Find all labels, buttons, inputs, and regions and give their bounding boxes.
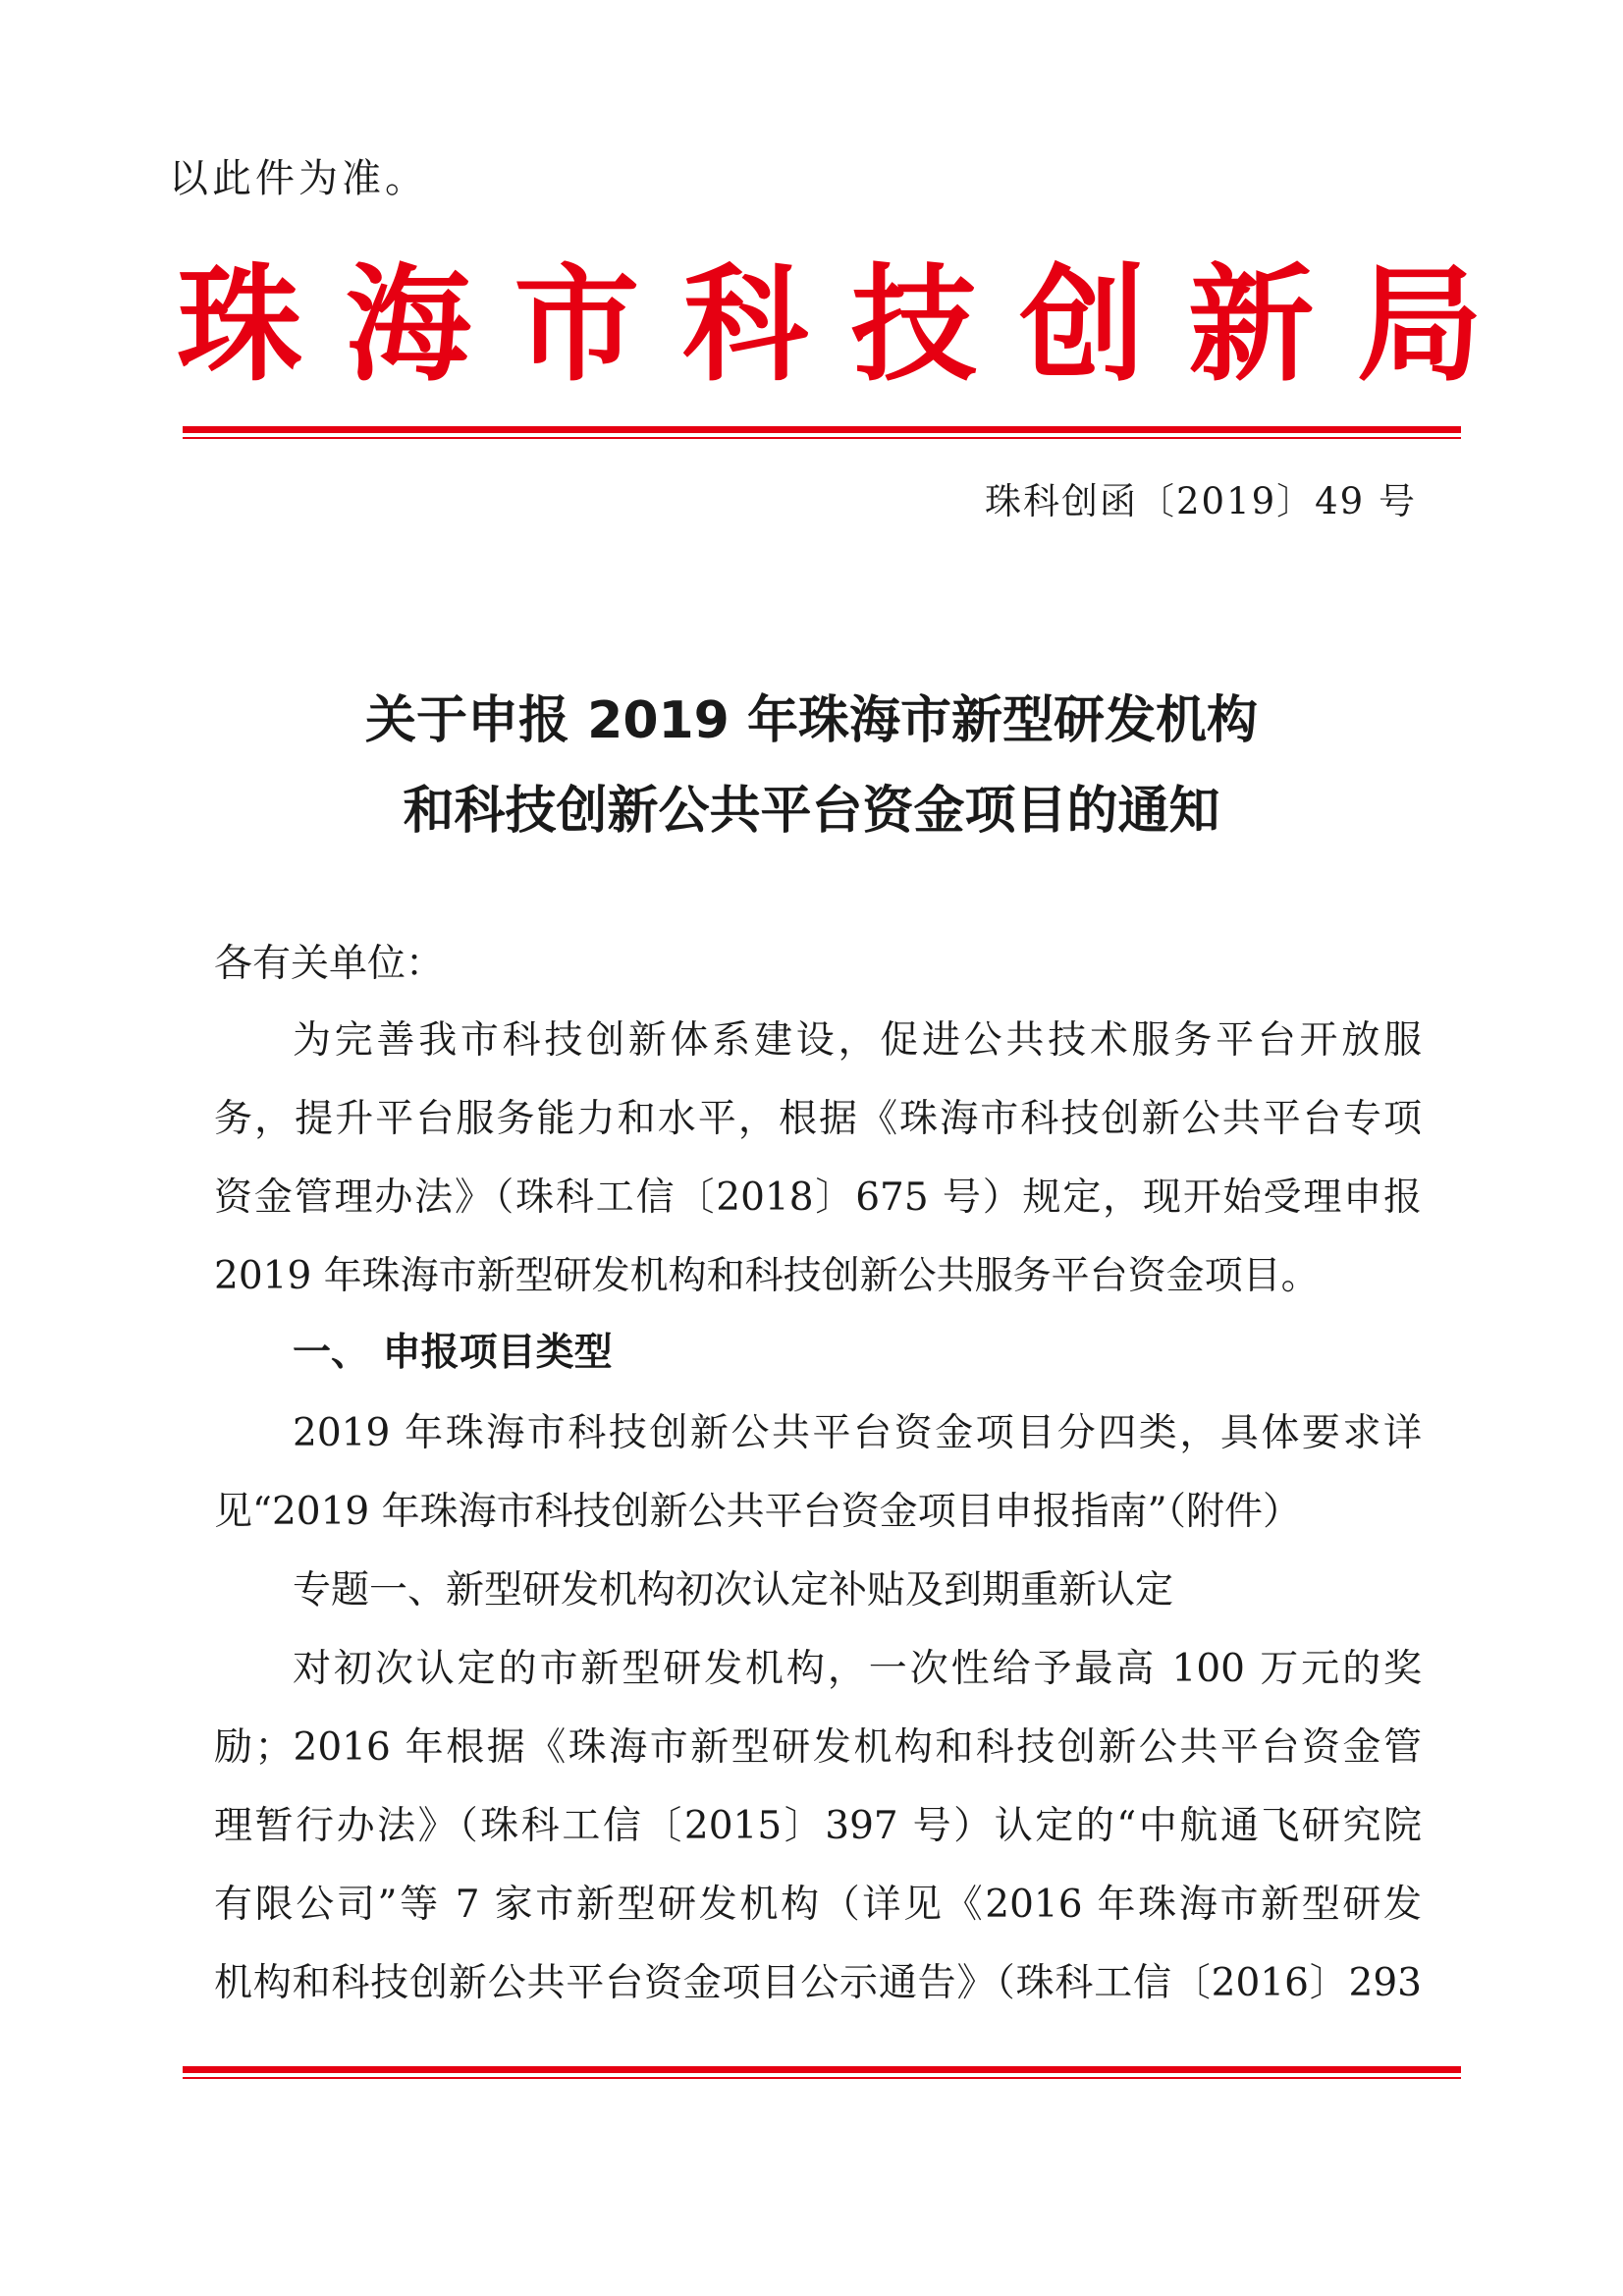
body-line: 机构和科技创新公共平台资金项目公示通告》（珠科工信〔2016〕293 [214, 1961, 1422, 2005]
body-line: 有限公司”等 7 家市新型研发机构（详见《2016 年珠海市新型研发 [214, 1883, 1422, 1927]
body-line: 理暂行办法》（珠科工信〔2015〕397 号）认定的“中航通飞研究院 [214, 1804, 1422, 1848]
body-line: 2019 年珠海市科技创新公共平台资金项目分四类，具体要求详 [293, 1411, 1422, 1455]
topic-heading: 专题一、新型研发机构初次认定补贴及到期重新认定 [293, 1568, 1174, 1613]
header-red-rule [183, 426, 1461, 439]
footer-red-rule [183, 2066, 1461, 2079]
title-line-2: 和科技创新公共平台资金项目的通知 [403, 782, 1220, 841]
agency-name [177, 252, 1483, 399]
body-line: 资金管理办法》（珠科工信〔2018〕675 号）规定，现开始受理申报 [214, 1175, 1422, 1220]
agency-char: 新 [1188, 252, 1315, 399]
agency-char: 科 [682, 252, 809, 399]
title-line-1: 关于申报 2019 年珠海市新型研发机构 [365, 691, 1258, 750]
salutation: 各有关单位： [214, 942, 445, 986]
agency-char: 海 [345, 252, 471, 399]
body-line: 务，提升平台服务能力和水平，根据《珠海市科技创新公共平台专项 [214, 1097, 1422, 1141]
section-heading: 一、 申报项目类型 [293, 1331, 613, 1375]
agency-char: 创 [1019, 252, 1146, 399]
body-line: 励；2016 年根据《珠海市新型研发机构和科技创新公共平台资金管 [214, 1725, 1422, 1770]
document-title [0, 676, 1623, 856]
agency-char: 市 [514, 252, 640, 399]
agency-char: 局 [1356, 252, 1483, 399]
body-line: 对初次认定的市新型研发机构，一次性给予最高 100 万元的奖 [293, 1647, 1422, 1691]
agency-char: 技 [850, 252, 977, 399]
body-line: 见“2019 年珠海市科技创新公共平台资金项目申报指南”（附件） [214, 1490, 1302, 1534]
document-number: 珠科创函〔2019〕49 号 [984, 480, 1417, 522]
top-note: 以此件为准。 [169, 156, 428, 201]
body-line: 2019 年珠海市新型研发机构和科技创新公共服务平台资金项目。 [214, 1254, 1320, 1298]
body-line: 为完善我市科技创新体系建设，促进公共技术服务平台开放服 [293, 1018, 1422, 1063]
agency-char: 珠 [177, 252, 303, 399]
